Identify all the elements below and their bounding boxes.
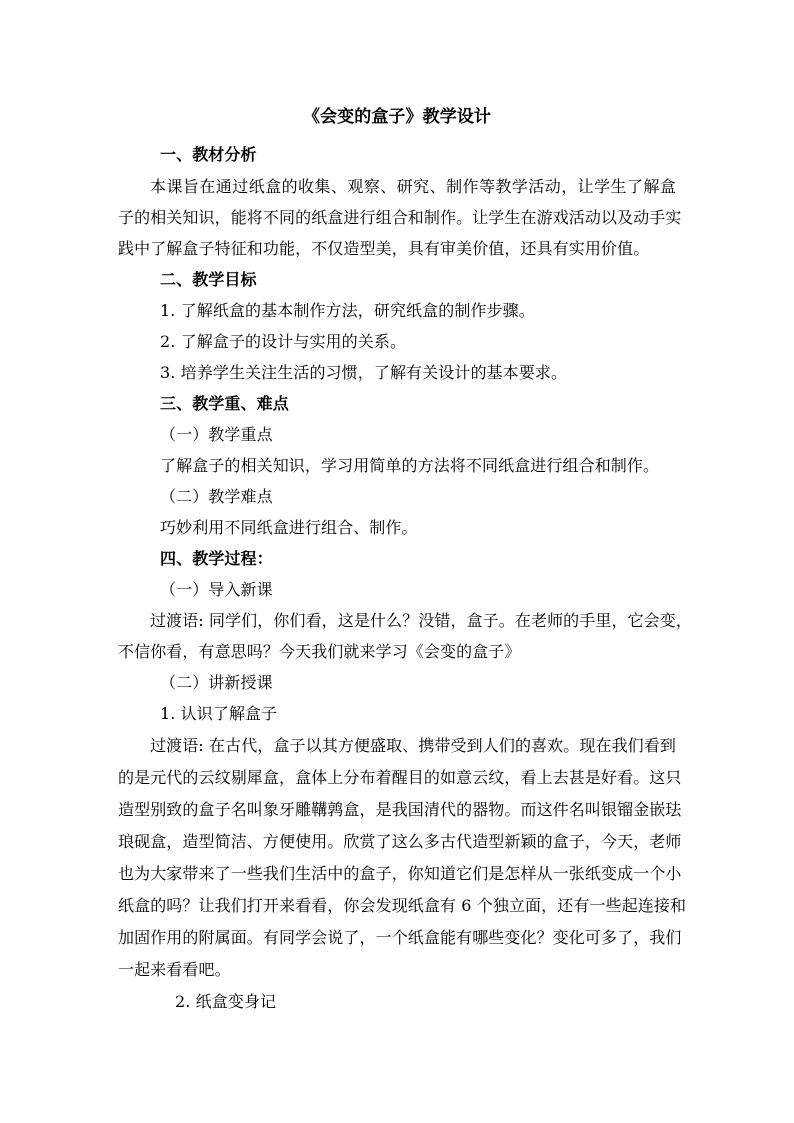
paragraph-line: 的是元代的云纹剔犀盒，盒体上分布着醒目的如意云纹，看上去甚是好看。这只 bbox=[118, 768, 682, 787]
paragraph-line: 过渡语: 在古代，盒子以其方便盛取、携带受到人们的喜欢。现在我们看到 bbox=[150, 736, 676, 755]
paragraph-line: 纸盒的吗？让我们打开来看看，你会发现纸盒有 6 个独立面，还有一些起连接和 bbox=[118, 896, 687, 915]
paragraph-line: 本课旨在通过纸盒的收集、观察、研究、制作等教学活动，让学生了解盒 bbox=[150, 177, 676, 196]
paragraph-line: 巧妙利用不同纸盒进行组合、制作。 bbox=[160, 518, 418, 537]
paragraph-line: 也为大家带来了一些我们生活中的盒子，你知道它们是怎样从一张纸变成一个小 bbox=[118, 864, 682, 883]
paragraph-line: 不信你看，有意思吗？今天我们就来学习《会变的盒子》 bbox=[118, 642, 521, 661]
section-heading: 三、教学重、难点 bbox=[160, 394, 289, 413]
paragraph-line: 一起来看看吧。 bbox=[118, 960, 231, 979]
section-heading: 一、教材分析 bbox=[160, 145, 257, 164]
numbered-subheading: 1. 认识了解盒子 bbox=[160, 704, 278, 723]
subsection-heading: （二）教学难点 bbox=[160, 487, 273, 506]
paragraph-line: 造型别致的盒子名叫象牙雕鞲鹑盒，是我国清代的器物。而这件名叫银镏金嵌珐 bbox=[118, 800, 682, 819]
subsection-heading: （二）讲新授课 bbox=[160, 673, 273, 692]
paragraph-line: 践中了解盒子特征和功能，不仅造型美，具有审美价值，还具有实用价值。 bbox=[118, 239, 650, 258]
paragraph-line: 了解盒子的相关知识，学习用简单的方法将不同纸盒进行组合和制作。 bbox=[160, 456, 660, 475]
list-item: 1. 了解纸盒的基本制作方法，研究纸盒的制作步骤。 bbox=[160, 301, 535, 320]
paragraph-line: 子的相关知识，能将不同的纸盒进行组合和制作。让学生在游戏活动以及动手实 bbox=[118, 208, 682, 227]
document-title: 《会变的盒子》教学设计 bbox=[302, 107, 492, 127]
subsection-heading: （一）教学重点 bbox=[160, 425, 273, 444]
paragraph-line: 过渡语: 同学们，你们看，这是什么？没错，盒子。在老师的手里，它会变， bbox=[150, 611, 692, 630]
numbered-subheading: 2. 纸盒变身记 bbox=[175, 992, 277, 1011]
section-heading: 四、教学过程： bbox=[160, 549, 273, 568]
subsection-heading: （一）导入新课 bbox=[160, 580, 273, 599]
paragraph-line: 琅砚盒，造型简洁、方便使用。欣赏了这么多古代造型新颖的盒子，今天，老师 bbox=[118, 832, 682, 851]
list-item: 3. 培养学生关注生活的习惯，了解有关设计的基本要求。 bbox=[160, 363, 568, 382]
section-heading: 二、教学目标 bbox=[160, 270, 257, 289]
list-item: 2. 了解盒子的设计与实用的关系。 bbox=[160, 332, 407, 351]
paragraph-line: 加固作用的附属面。有同学会说了，一个纸盒能有哪些变化？变化可多了，我们 bbox=[118, 928, 682, 947]
